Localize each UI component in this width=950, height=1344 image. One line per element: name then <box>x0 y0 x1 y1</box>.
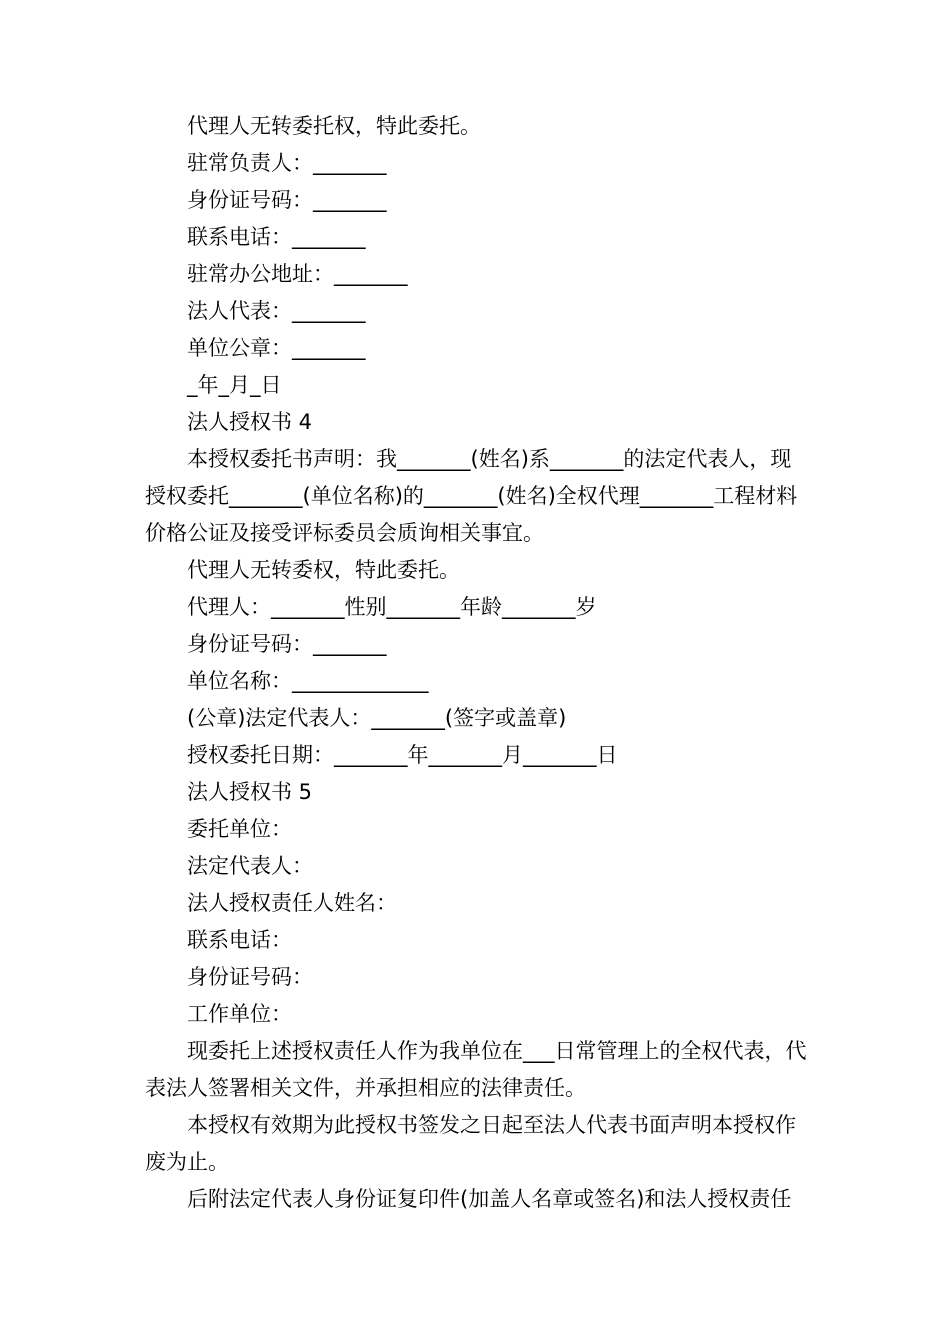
field-date: _年_月_日 <box>187 373 282 397</box>
paragraph-no-subdelegation: 代理人无转委托权，特此委托。 <box>187 114 481 138</box>
field-company-seal: 单位公章：_______ <box>187 336 366 360</box>
paragraph-attachments: 后附法定代表人身份证复印件(加盖人名章或签名)和法人授权责任 <box>187 1187 792 1211</box>
field-contact-phone-2: 联系电话： <box>187 928 292 952</box>
field-contact-phone: 联系电话：_______ <box>187 225 366 249</box>
field-id-number-2: 身份证号码：_______ <box>187 632 387 656</box>
paragraph-no-subdelegation-2: 代理人无转委权，特此委托。 <box>187 558 460 582</box>
section-heading-5: 法人授权书 5 <box>187 780 313 804</box>
field-id-number-3: 身份证号码： <box>187 965 313 989</box>
field-work-unit: 工作单位： <box>187 1002 292 1026</box>
field-office-address: 驻常办公地址：_______ <box>187 262 408 286</box>
document-body <box>145 108 810 1218</box>
field-seal-legal-rep: (公章)法定代表人：_______(签字或盖章) <box>187 706 567 730</box>
field-resident-manager: 驻常负责人：_______ <box>187 151 387 175</box>
field-legal-representative-2: 法定代表人： <box>187 854 313 878</box>
field-legal-representative: 法人代表：_______ <box>187 299 366 323</box>
paragraph-authorization-statement: 本授权委托书声明：我_______(姓名)系_______的法定代表人，现授权委托_______(单位名称)的_______(姓名)全权代理_______工程材料价格公证及接受评标委员会质询相关事宜。 <box>145 447 798 545</box>
field-id-number: 身份证号码：_______ <box>187 188 387 212</box>
field-agent-gender-age: 代理人：_______性别_______年龄_______岁 <box>187 595 597 619</box>
paragraph-entrustment-scope: 现委托上述授权责任人作为我单位在___日常管理上的全权代表，代表法人签署相关文件，并承担相应的法律责任。 <box>145 1039 807 1100</box>
section-heading-4: 法人授权书 4 <box>187 410 313 434</box>
field-authorized-person-name: 法人授权责任人姓名： <box>187 891 397 915</box>
field-company-name: 单位名称：_____________ <box>187 669 429 693</box>
paragraph-validity-period: 本授权有效期为此授权书签发之日起至法人代表书面声明本授权作废为止。 <box>145 1113 796 1174</box>
field-entrusting-unit: 委托单位： <box>187 817 292 841</box>
field-authorization-date: 授权委托日期：_______年_______月_______日 <box>187 743 618 767</box>
